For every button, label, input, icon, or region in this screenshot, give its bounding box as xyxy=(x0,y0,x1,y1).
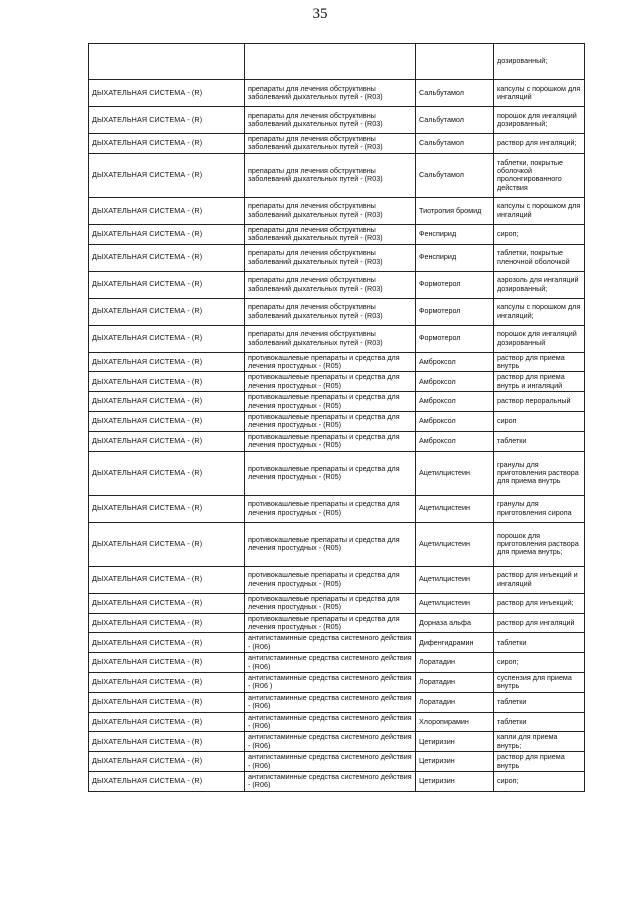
cell-anatomical-group: ДЫХАТЕЛЬНАЯ СИСТЕМА - (R) xyxy=(89,298,245,325)
cell-therapeutic-group: противокашлевые препараты и средства для лечения простудных - (R05) xyxy=(245,412,416,432)
cell-therapeutic-group: противокашлевые препараты и средства для лечения простудных - (R05) xyxy=(245,372,416,392)
cell-anatomical-group: ДЫХАТЕЛЬНАЯ СИСТЕМА - (R) xyxy=(89,653,245,673)
cell-drug-name: Амброксол xyxy=(416,352,494,372)
cell-drug-name: Амброксол xyxy=(416,372,494,392)
cell-therapeutic-group: антигистаминные средства системного действия - (R06) xyxy=(245,772,416,792)
table-row xyxy=(89,772,585,792)
cell-drug-name: Хлоропирамин xyxy=(416,712,494,732)
table-row xyxy=(89,752,585,772)
cell-anatomical-group: ДЫХАТЕЛЬНАЯ СИСТЕМА - (R) xyxy=(89,672,245,692)
cell-dosage-form: гранулы для приготовления раствора для приема внутрь xyxy=(494,451,585,495)
cell-dosage-form: таблетки xyxy=(494,431,585,451)
table-row xyxy=(89,412,585,432)
cell-therapeutic-group: препараты для лечения обструктивны заболеваний дыхательных путей - (R03) xyxy=(245,271,416,298)
cell-drug-name: Фенспирид xyxy=(416,244,494,271)
cell-drug-name: Фенспирид xyxy=(416,224,494,244)
cell-therapeutic-group: противокашлевые препараты и средства для лечения простудных - (R05) xyxy=(245,431,416,451)
cell-dosage-form: раствор для приема внутрь xyxy=(494,752,585,772)
cell-dosage-form: раствор для приема внутрь xyxy=(494,352,585,372)
cell-anatomical-group: ДЫХАТЕЛЬНАЯ СИСТЕМА - (R) xyxy=(89,325,245,352)
cell-therapeutic-group: противокашлевые препараты и средства для лечения простудных - (R05) xyxy=(245,522,416,566)
table-row xyxy=(89,107,585,134)
cell-dosage-form: сироп; xyxy=(494,653,585,673)
cell-anatomical-group: ДЫХАТЕЛЬНАЯ СИСТЕМА - (R) xyxy=(89,271,245,298)
cell-anatomical-group: ДЫХАТЕЛЬНАЯ СИСТЕМА - (R) xyxy=(89,613,245,633)
cell-anatomical-group: ДЫХАТЕЛЬНАЯ СИСТЕМА - (R) xyxy=(89,352,245,372)
cell-drug-name: Тиотропия бромид xyxy=(416,197,494,224)
table-row xyxy=(89,593,585,613)
cell-therapeutic-group: противокашлевые препараты и средства для лечения простудных - (R05) xyxy=(245,451,416,495)
cell-therapeutic-group: антигистаминные средства системного действия - (R06) xyxy=(245,692,416,712)
table-row xyxy=(89,712,585,732)
cell-drug-name: Ацетилцистеин xyxy=(416,522,494,566)
table-row xyxy=(89,134,585,154)
table-row xyxy=(89,271,585,298)
cell-anatomical-group: ДЫХАТЕЛЬНАЯ СИСТЕМА - (R) xyxy=(89,372,245,392)
cell-dosage-form: гранулы для приготовления сиропа xyxy=(494,495,585,522)
table-row xyxy=(89,244,585,271)
cell-drug-name: Сальбутамол xyxy=(416,80,494,107)
cell-dosage-form: таблетки xyxy=(494,633,585,653)
table-row xyxy=(89,224,585,244)
cell-dosage-form: раствор для приема внутрь и ингаляций xyxy=(494,372,585,392)
cell-drug-name: Сальбутамол xyxy=(416,107,494,134)
cell-anatomical-group: ДЫХАТЕЛЬНАЯ СИСТЕМА - (R) xyxy=(89,412,245,432)
cell-dosage-form: аэрозоль для ингаляций дозированный; xyxy=(494,271,585,298)
cell-dosage-form: таблетки, покрытые пленочной оболочкой xyxy=(494,244,585,271)
table-row xyxy=(89,732,585,752)
table-row xyxy=(89,298,585,325)
cell-therapeutic-group: препараты для лечения обструктивны заболеваний дыхательных путей - (R03) xyxy=(245,325,416,352)
cell-therapeutic-group: противокашлевые препараты и средства для лечения простудных - (R05) xyxy=(245,392,416,412)
table-row xyxy=(89,80,585,107)
cell-dosage-form: раствор для инъекций; xyxy=(494,593,585,613)
table-row xyxy=(89,431,585,451)
cell-therapeutic-group: антигистаминные средства системного действия - (R06) xyxy=(245,732,416,752)
cell-anatomical-group: ДЫХАТЕЛЬНАЯ СИСТЕМА - (R) xyxy=(89,197,245,224)
cell-dosage-form: порошок для ингаляций дозированный xyxy=(494,325,585,352)
cell-therapeutic-group: антигистаминные средства системного действия - (R06 ) xyxy=(245,672,416,692)
table-row xyxy=(89,633,585,653)
table-row xyxy=(89,672,585,692)
table-row xyxy=(89,153,585,197)
cell-dosage-form: капсулы с порошком для ингаляций; xyxy=(494,298,585,325)
cell-therapeutic-group: противокашлевые препараты и средства для лечения простудных - (R05) xyxy=(245,352,416,372)
cell-dosage-form: капсулы с порошком для ингаляций xyxy=(494,197,585,224)
cell-anatomical-group: ДЫХАТЕЛЬНАЯ СИСТЕМА - (R) xyxy=(89,107,245,134)
table-row xyxy=(89,392,585,412)
cell-dosage-form: раствор для инъекций и ингаляций xyxy=(494,566,585,593)
cell-dosage-form: раствор для ингаляций xyxy=(494,613,585,633)
table-row xyxy=(89,372,585,392)
cell-drug-name xyxy=(416,44,494,80)
cell-therapeutic-group: препараты для лечения обструктивны заболеваний дыхательных путей - (R03) xyxy=(245,134,416,154)
cell-therapeutic-group: антигистаминные средства системного действия - (R06) xyxy=(245,712,416,732)
cell-anatomical-group: ДЫХАТЕЛЬНАЯ СИСТЕМА - (R) xyxy=(89,134,245,154)
cell-dosage-form: таблетки xyxy=(494,692,585,712)
cell-anatomical-group: ДЫХАТЕЛЬНАЯ СИСТЕМА - (R) xyxy=(89,692,245,712)
table-row xyxy=(89,197,585,224)
cell-anatomical-group: ДЫХАТЕЛЬНАЯ СИСТЕМА - (R) xyxy=(89,244,245,271)
table-row xyxy=(89,325,585,352)
table-row xyxy=(89,451,585,495)
cell-drug-name: Лоратадин xyxy=(416,653,494,673)
table-body xyxy=(89,44,585,792)
cell-anatomical-group: ДЫХАТЕЛЬНАЯ СИСТЕМА - (R) xyxy=(89,522,245,566)
cell-dosage-form: суспензия для приема внутрь xyxy=(494,672,585,692)
cell-therapeutic-group: препараты для лечения обструктивны заболеваний дыхательных путей - (R03) xyxy=(245,107,416,134)
cell-drug-name: Дифенгидрамин xyxy=(416,633,494,653)
cell-dosage-form: раствор для ингаляций; xyxy=(494,134,585,154)
cell-drug-name: Сальбутамол xyxy=(416,153,494,197)
cell-anatomical-group: ДЫХАТЕЛЬНАЯ СИСТЕМА - (R) xyxy=(89,732,245,752)
cell-therapeutic-group: противокашлевые препараты и средства для лечения простудных - (R05) xyxy=(245,495,416,522)
cell-therapeutic-group: антигистаминные средства системного действия - (R06) xyxy=(245,633,416,653)
cell-anatomical-group: ДЫХАТЕЛЬНАЯ СИСТЕМА - (R) xyxy=(89,633,245,653)
table-row xyxy=(89,653,585,673)
cell-dosage-form: порошок для ингаляций дозированный; xyxy=(494,107,585,134)
table-row xyxy=(89,44,585,80)
cell-dosage-form: сироп; xyxy=(494,772,585,792)
cell-therapeutic-group: противокашлевые препараты и средства для лечения простудных - (R05) xyxy=(245,613,416,633)
table-row xyxy=(89,692,585,712)
cell-dosage-form: таблетки, покрытые оболочкой пролонгированного действия xyxy=(494,153,585,197)
table-row xyxy=(89,613,585,633)
cell-anatomical-group: ДЫХАТЕЛЬНАЯ СИСТЕМА - (R) xyxy=(89,566,245,593)
cell-dosage-form: капсулы с порошком для ингаляций xyxy=(494,80,585,107)
cell-drug-name: Амброксол xyxy=(416,431,494,451)
cell-anatomical-group: ДЫХАТЕЛЬНАЯ СИСТЕМА - (R) xyxy=(89,495,245,522)
cell-dosage-form: таблетки xyxy=(494,712,585,732)
cell-drug-name: Лоратадин xyxy=(416,672,494,692)
cell-anatomical-group: ДЫХАТЕЛЬНАЯ СИСТЕМА - (R) xyxy=(89,224,245,244)
page-number: 35 xyxy=(312,6,328,22)
cell-drug-name: Сальбутамол xyxy=(416,134,494,154)
cell-drug-name: Амброксол xyxy=(416,392,494,412)
cell-drug-name: Ацетилцистеин xyxy=(416,451,494,495)
cell-anatomical-group: ДЫХАТЕЛЬНАЯ СИСТЕМА - (R) xyxy=(89,80,245,107)
cell-anatomical-group: ДЫХАТЕЛЬНАЯ СИСТЕМА - (R) xyxy=(89,752,245,772)
cell-drug-name: Ацетилцистеин xyxy=(416,566,494,593)
cell-dosage-form: раствор пероральный xyxy=(494,392,585,412)
table-row xyxy=(89,522,585,566)
cell-drug-name: Цетиризин xyxy=(416,772,494,792)
cell-anatomical-group xyxy=(89,44,245,80)
cell-anatomical-group: ДЫХАТЕЛЬНАЯ СИСТЕМА - (R) xyxy=(89,431,245,451)
cell-drug-name: Цетиризин xyxy=(416,732,494,752)
cell-drug-name: Формотерол xyxy=(416,298,494,325)
table-row xyxy=(89,352,585,372)
cell-therapeutic-group xyxy=(245,44,416,80)
cell-drug-name: Ацетилцистеин xyxy=(416,495,494,522)
cell-drug-name: Дорназа альфа xyxy=(416,613,494,633)
cell-therapeutic-group: препараты для лечения обструктивны заболеваний дыхательных путей - (R03) xyxy=(245,244,416,271)
cell-anatomical-group: ДЫХАТЕЛЬНАЯ СИСТЕМА - (R) xyxy=(89,392,245,412)
cell-anatomical-group: ДЫХАТЕЛЬНАЯ СИСТЕМА - (R) xyxy=(89,153,245,197)
table-row xyxy=(89,566,585,593)
cell-anatomical-group: ДЫХАТЕЛЬНАЯ СИСТЕМА - (R) xyxy=(89,712,245,732)
cell-dosage-form: сироп xyxy=(494,412,585,432)
cell-therapeutic-group: препараты для лечения обструктивны заболеваний дыхательных путей - (R03) xyxy=(245,153,416,197)
cell-therapeutic-group: препараты для лечения обструктивны заболеваний дыхательных путей - (R03) xyxy=(245,298,416,325)
cell-dosage-form: капли для приема внутрь; xyxy=(494,732,585,752)
cell-drug-name: Ацетилцистеин xyxy=(416,593,494,613)
cell-dosage-form: порошок для приготовления раствора для приема внутрь; xyxy=(494,522,585,566)
cell-anatomical-group: ДЫХАТЕЛЬНАЯ СИСТЕМА - (R) xyxy=(89,451,245,495)
cell-drug-name: Цетиризин xyxy=(416,752,494,772)
cell-anatomical-group: ДЫХАТЕЛЬНАЯ СИСТЕМА - (R) xyxy=(89,593,245,613)
cell-drug-name: Лоратадин xyxy=(416,692,494,712)
cell-therapeutic-group: антигистаминные средства системного действия - (R06) xyxy=(245,752,416,772)
cell-therapeutic-group: препараты для лечения обструктивны заболеваний дыхательных путей - (R03) xyxy=(245,80,416,107)
cell-therapeutic-group: противокашлевые препараты и средства для лечения простудных - (R05) xyxy=(245,566,416,593)
cell-anatomical-group: ДЫХАТЕЛЬНАЯ СИСТЕМА - (R) xyxy=(89,772,245,792)
cell-therapeutic-group: препараты для лечения обструктивны заболеваний дыхательных путей - (R03) xyxy=(245,224,416,244)
cell-therapeutic-group: препараты для лечения обструктивны заболеваний дыхательных путей - (R03) xyxy=(245,197,416,224)
cell-dosage-form: сироп; xyxy=(494,224,585,244)
drug-list-table xyxy=(88,43,585,792)
cell-drug-name: Формотерол xyxy=(416,271,494,298)
cell-dosage-form: дозированный; xyxy=(494,44,585,80)
cell-therapeutic-group: противокашлевые препараты и средства для лечения простудных - (R05) xyxy=(245,593,416,613)
table-row xyxy=(89,495,585,522)
cell-drug-name: Формотерол xyxy=(416,325,494,352)
cell-drug-name: Амброксол xyxy=(416,412,494,432)
cell-therapeutic-group: антигистаминные средства системного действия - (R06) xyxy=(245,653,416,673)
